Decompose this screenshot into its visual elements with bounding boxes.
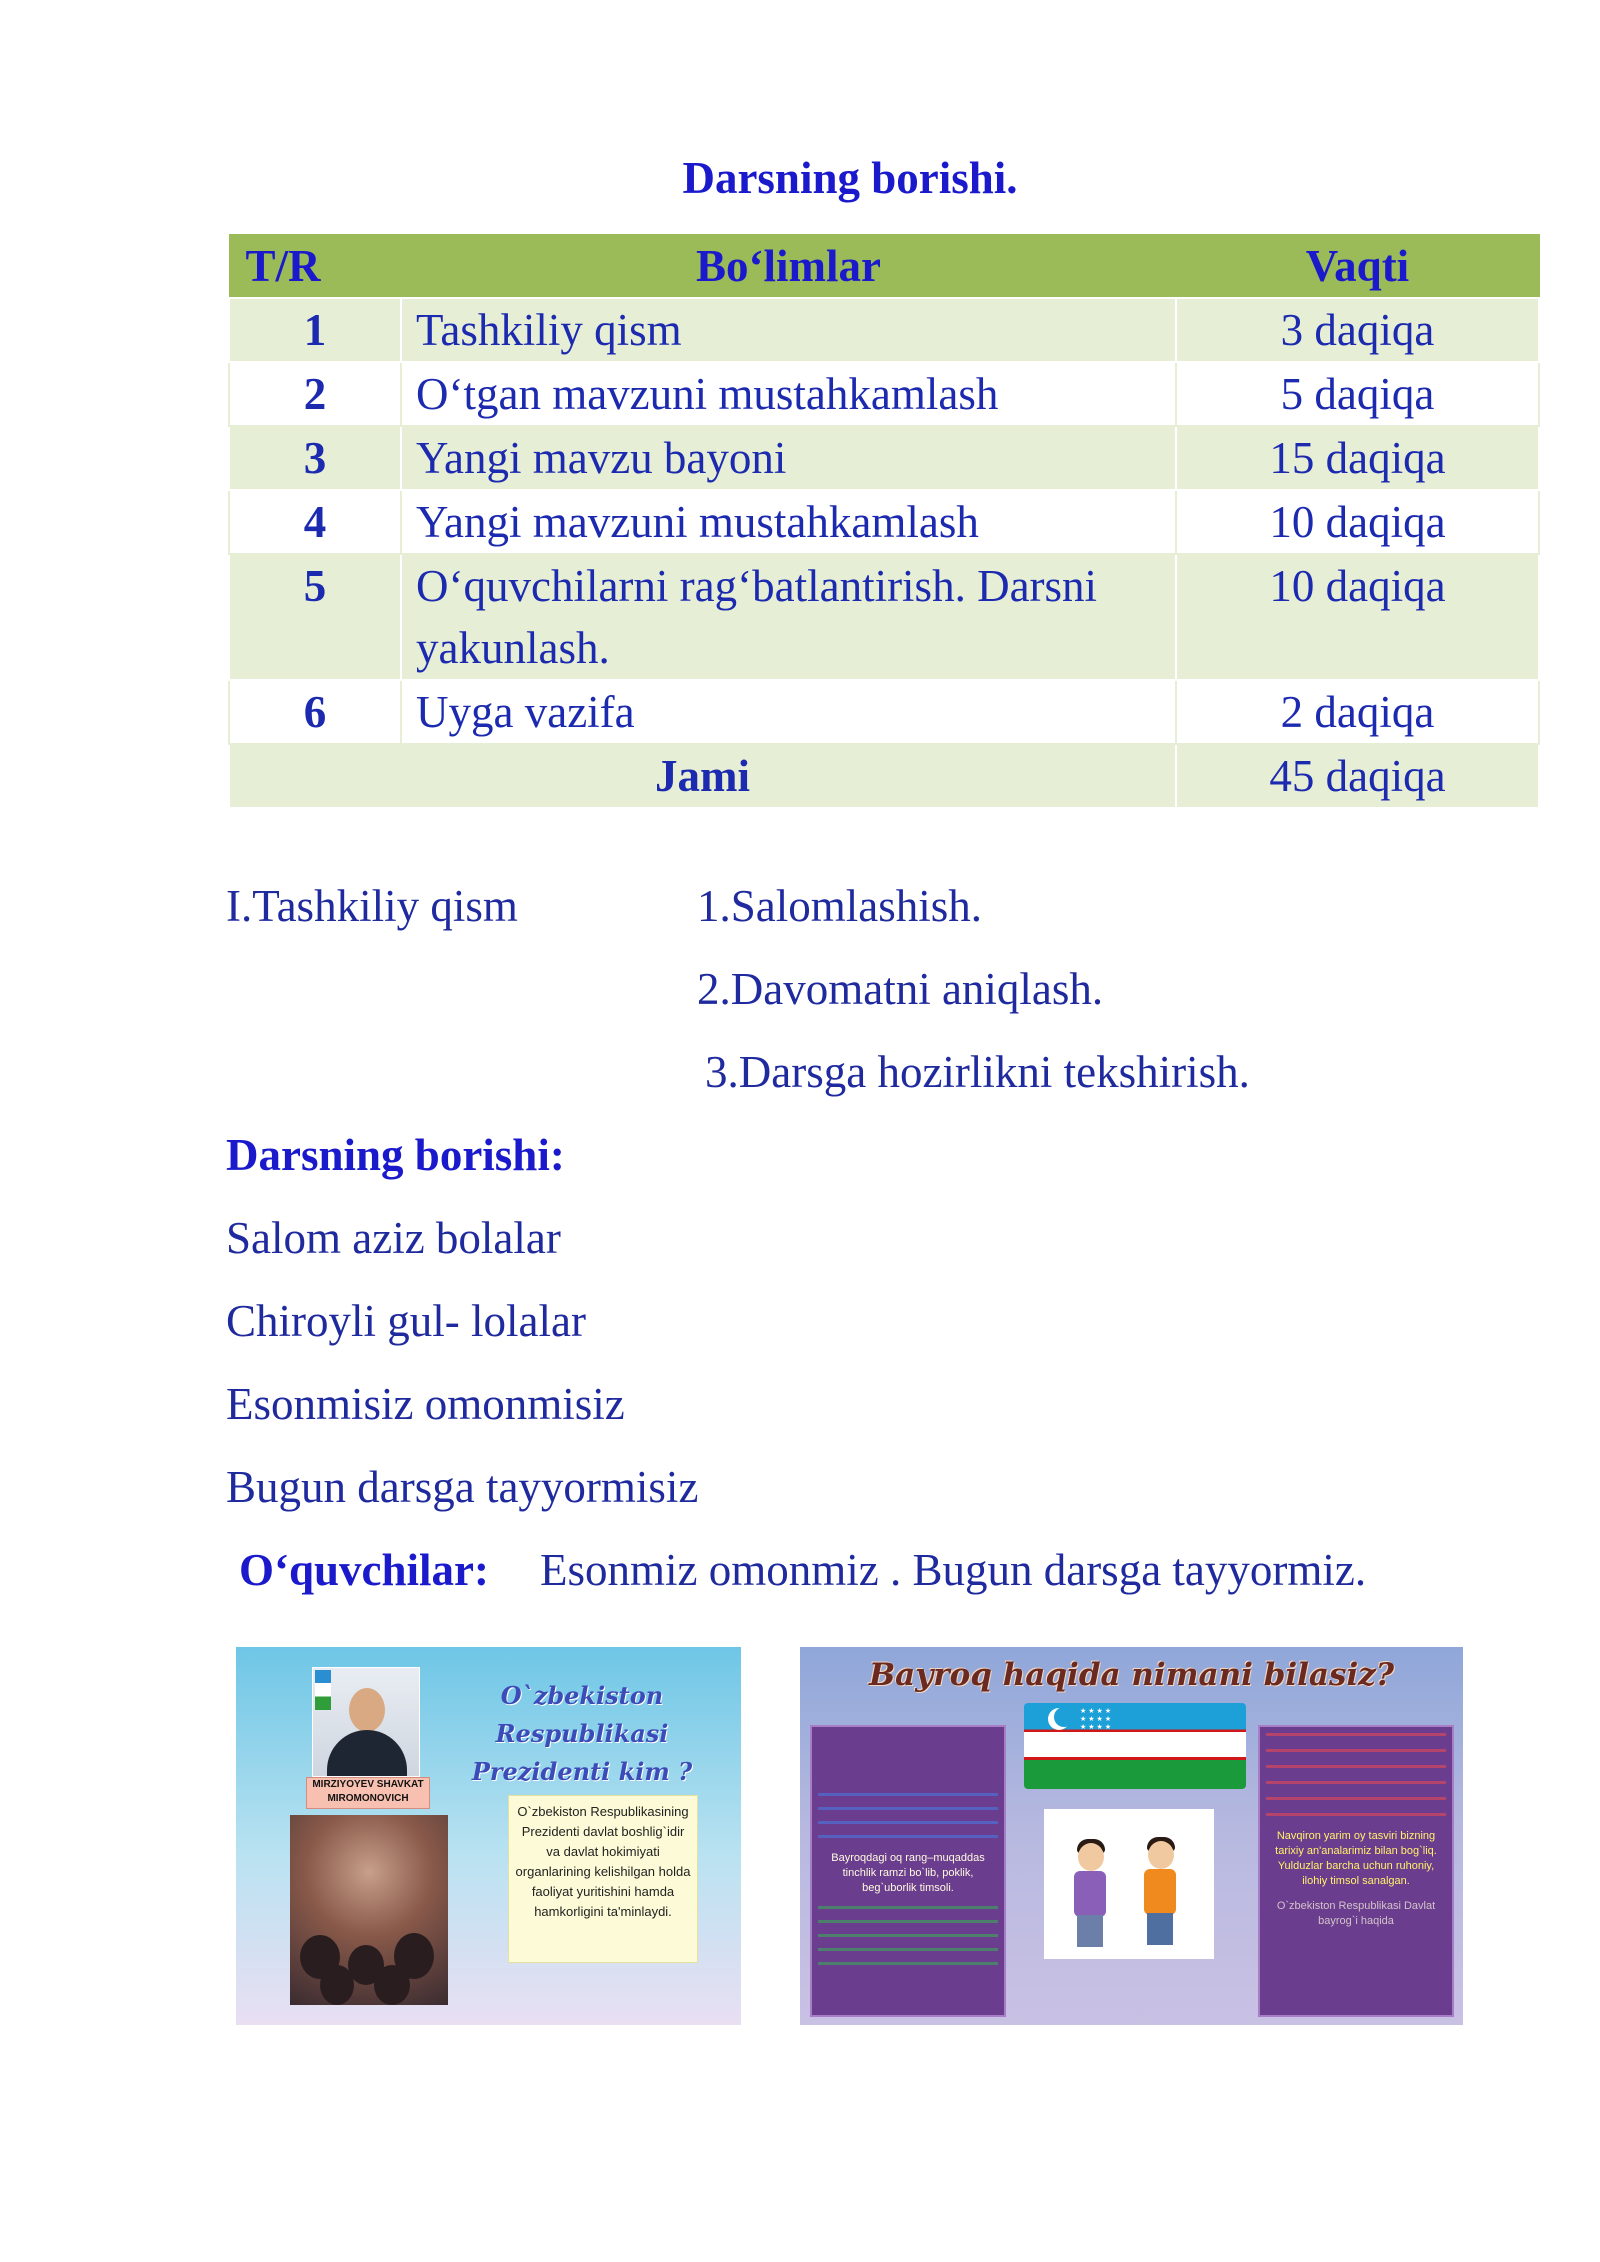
row-number: 4 xyxy=(229,490,401,554)
table-row xyxy=(229,554,1539,680)
row-section: Tashkiliy qism xyxy=(401,298,1176,362)
blurred-text-block xyxy=(818,1906,998,1976)
organizational-step: 3.Darsga hozirlikni tekshirish. xyxy=(705,1047,1250,1097)
table-row xyxy=(229,490,1539,554)
president-info-box: O`zbekiston Respublikasining Prezidenti davlat boshlig`idir va davlat hokimiyati organlarining kelishilgan holda faoliyat yuritishini hamda hamkorligini ta'minlaydi. xyxy=(508,1795,698,1963)
row-number: 2 xyxy=(229,362,401,426)
slide-flag xyxy=(800,1647,1463,2025)
slide-president-title: O`zbekiston Respublikasi Prezidenti kim ? xyxy=(471,1681,693,1786)
poem-line: Esonmisiz omonmisiz xyxy=(226,1379,625,1429)
page-title: Darsning borishi. xyxy=(682,153,1018,203)
table-row xyxy=(229,362,1539,426)
lesson-plan-table xyxy=(228,234,1540,809)
blurred-text-block xyxy=(818,1793,998,1843)
stars-icon: ★★★★ ★★★★ ★★★★ xyxy=(1080,1707,1114,1731)
header-number: T/R xyxy=(229,235,401,299)
president-portrait xyxy=(312,1667,420,1777)
president-name-plate: MIRZIYOYEV SHAVKAT MIROMONOVICH xyxy=(306,1777,430,1809)
president-with-children-photo xyxy=(290,1815,448,2005)
row-time: 10 daqiqa xyxy=(1176,554,1539,680)
table-row xyxy=(229,298,1539,362)
lesson-heading: Darsning borishi: xyxy=(226,1130,565,1180)
portrait-head xyxy=(349,1688,385,1732)
portrait-suit xyxy=(327,1730,407,1776)
table-row xyxy=(229,680,1539,744)
poem-line: Salom aziz bolalar xyxy=(226,1213,561,1263)
row-number: 6 xyxy=(229,680,401,744)
blurred-text-block xyxy=(818,1733,998,1793)
flag-icon xyxy=(315,1670,331,1710)
children-illustration xyxy=(1044,1809,1214,1959)
row-number: 1 xyxy=(229,298,401,362)
flag-extra-text: O`zbekiston Respublikasi Davlat bayrog`i haqida xyxy=(1276,1900,1436,1927)
row-time: 5 daqiqa xyxy=(1176,362,1539,426)
row-number: 3 xyxy=(229,426,401,490)
table-header-row xyxy=(229,235,1539,299)
row-section: Yangi mavzu bayoni xyxy=(401,426,1176,490)
uzbekistan-flag xyxy=(1024,1703,1246,1789)
header-time: Vaqti xyxy=(1176,235,1539,299)
flag-crescent-meaning: Navqiron yarim oy tasviri bizning tarixiy an'analarimiz bilan bog`liq. Yulduzlar barcha uchun ruhoniy, ilohiy timsol sanalgan. xyxy=(1275,1830,1437,1887)
total-time: 45 daqiqa xyxy=(1176,744,1539,808)
poem-line: Chiroyli gul- lolalar xyxy=(226,1296,586,1346)
row-time: 3 daqiqa xyxy=(1176,298,1539,362)
row-time: 15 daqiqa xyxy=(1176,426,1539,490)
row-section: Uyga vazifa xyxy=(401,680,1176,744)
flag-info-left-panel xyxy=(810,1725,1006,2017)
blurred-text-block xyxy=(1266,1733,1446,1829)
row-section: O‘quvchilarni rag‘batlantirish. Darsni yakunlash. xyxy=(401,554,1176,680)
header-section: Bo‘limlar xyxy=(401,235,1176,299)
organizational-step: 2.Davomatni aniqlash. xyxy=(697,964,1104,1014)
students-reply: Esonmiz omonmiz . Bugun darsga tayyormiz. xyxy=(540,1545,1367,1595)
students-label: O‘quvchilar: xyxy=(239,1545,490,1595)
slide-flag-title: Bayroq haqida nimani bilasiz? xyxy=(868,1657,1395,1693)
row-section: O‘tgan mavzuni mustahkamlash xyxy=(401,362,1176,426)
total-label: Jami xyxy=(229,744,1176,808)
organizational-label: I.Tashkiliy qism xyxy=(226,881,518,931)
slide-president xyxy=(236,1647,741,2025)
organizational-step: 1.Salomlashish. xyxy=(697,881,983,931)
poem-line: Bugun darsga tayyormisiz xyxy=(226,1462,699,1512)
row-number: 5 xyxy=(229,554,401,680)
row-time: 2 daqiqa xyxy=(1176,680,1539,744)
row-time: 10 daqiqa xyxy=(1176,490,1539,554)
table-total-row xyxy=(229,744,1539,808)
table-row xyxy=(229,426,1539,490)
flag-white-meaning: Bayroqdagi oq rang–muqaddas tinchlik ramzi bo`lib, poklik, beg`uborlik timsoli. xyxy=(831,1852,985,1894)
row-section: Yangi mavzuni mustahkamlash xyxy=(401,490,1176,554)
flag-info-right-panel xyxy=(1258,1725,1454,2017)
